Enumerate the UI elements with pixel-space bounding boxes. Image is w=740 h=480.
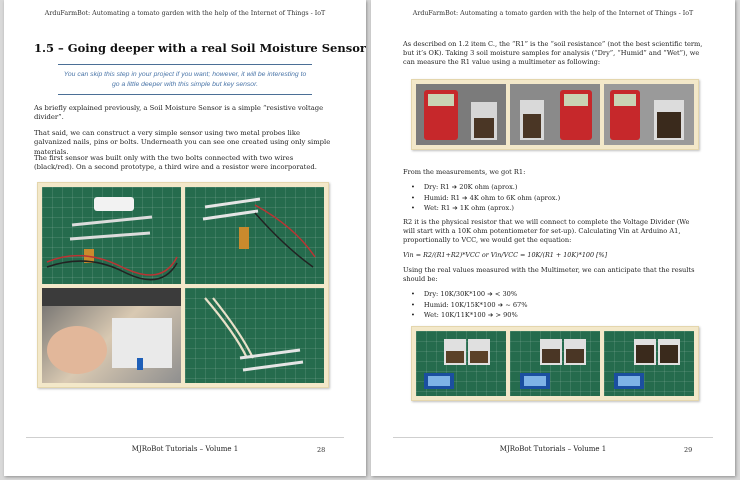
running-head: ArduFarmBot: Automating a tomato garden with the help of the Internet of Things - IoT (44, 10, 326, 17)
multimeter-humid-illustration (510, 84, 600, 145)
hand-testing-illustration (42, 288, 181, 383)
running-head: ArduFarmBot: Automating a tomato garden with the help of the Internet of Things - IoT (412, 10, 694, 17)
photo-multimeter-humid (510, 84, 600, 145)
paragraph-1: As described on 1.2 item C., the “R1” is the “soil resistance” (not the best scientific term, but it’s OK). Taking 3 soil moisture samples for analysis (“Dry”, “Humid” and “Wet”), we can measure the R1 value using a multimeter as following: (403, 40, 703, 67)
section-title: 1.5 – Going deeper with a real Soil Moisture Sensor (34, 41, 366, 55)
list-item: • Dry: R1 ➔ 20K ohm (aprox.) (411, 182, 560, 193)
left-page (4, 0, 366, 476)
sensor-photo-grid (37, 182, 329, 388)
sensor-assembled-illustration (185, 187, 324, 284)
arduino-humid-illustration (510, 331, 600, 396)
list-item: • Dry: 10K/30K*100 ➔ < 30% (411, 289, 528, 300)
arduino-photo-strip (411, 326, 699, 401)
photo-arduino-dry (416, 331, 506, 396)
paragraph-2: That said, we can construct a very simple sensor using two metal probes like galvanized nails, pins or bolts. Underneath you can see one created using only simple materials. (34, 129, 331, 156)
photo-arduino-humid (510, 331, 600, 396)
page-number: 29 (684, 446, 693, 454)
paragraph-2: From the measurements, we got R1: (403, 168, 526, 176)
list-item: • Humid: R1 ➔ 4K ohm to 6K ohm (aprox.) (411, 193, 560, 204)
page-footer: MJRoBot Tutorials – Volume 1 (499, 445, 607, 453)
photo-third-wire-sensor (185, 288, 324, 383)
paragraph-3: The first sensor was built only with the two bolts connected with two wires (black/red). On a second prototype, a third wire and a resistor were incorporated. (34, 154, 317, 172)
photo-arduino-wet (604, 331, 694, 396)
photo-multimeter-dry (416, 84, 506, 145)
paragraph-4: Using the real values measured with the Multimeter, we can anticipate that the results should be: (403, 266, 695, 284)
list-item: • Humid: 10K/15K*100 ➔ ~ 67% (411, 300, 528, 311)
third-wire-illustration (185, 288, 324, 383)
arduino-dry-illustration (416, 331, 506, 396)
multimeter-wet-illustration (604, 84, 694, 145)
right-page (371, 0, 735, 476)
page-footer: MJRoBot Tutorials – Volume 1 (131, 445, 239, 453)
r1-measurement-list (411, 182, 560, 214)
result-list (411, 289, 528, 321)
multimeter-dry-illustration (416, 84, 506, 145)
photo-sensor-assembled (185, 187, 324, 284)
photo-bolts-wires (42, 187, 181, 284)
footer-divider (393, 437, 713, 438)
callout-note: You can skip this step in your project if you want; however, it will be interesting to go a little deeper with this simple but key sensor. (58, 64, 312, 95)
footer-divider (26, 437, 344, 438)
photo-hand-testing (42, 288, 181, 383)
voltage-equation: Vin = R2/(R1+R2)*VCC or Vin/VCC = 10K/(R1 + 10K)*100 [%] (403, 251, 608, 259)
list-item: • Wet: R1 ➔ 1K ohm (aprox.) (411, 203, 560, 214)
multimeter-photo-strip (411, 79, 699, 150)
photo-multimeter-wet (604, 84, 694, 145)
paragraph-1: As briefly explained previously, a Soil Moisture Sensor is a simple “resistive voltage divider”. (34, 104, 324, 122)
arduino-wet-illustration (604, 331, 694, 396)
page-number: 28 (317, 446, 326, 454)
list-item: • Wet: 10K/11K*100 ➔ > 90% (411, 310, 528, 321)
bolts-wires-illustration (42, 187, 181, 284)
paragraph-3: R2 it is the physical resistor that we will connect to complete the Voltage Divider (We will start with a 10K ohm potentiometer for set-up). Calculating Vin at Arduino A1, proportionally to VCC, we would get the equation: (403, 218, 690, 245)
